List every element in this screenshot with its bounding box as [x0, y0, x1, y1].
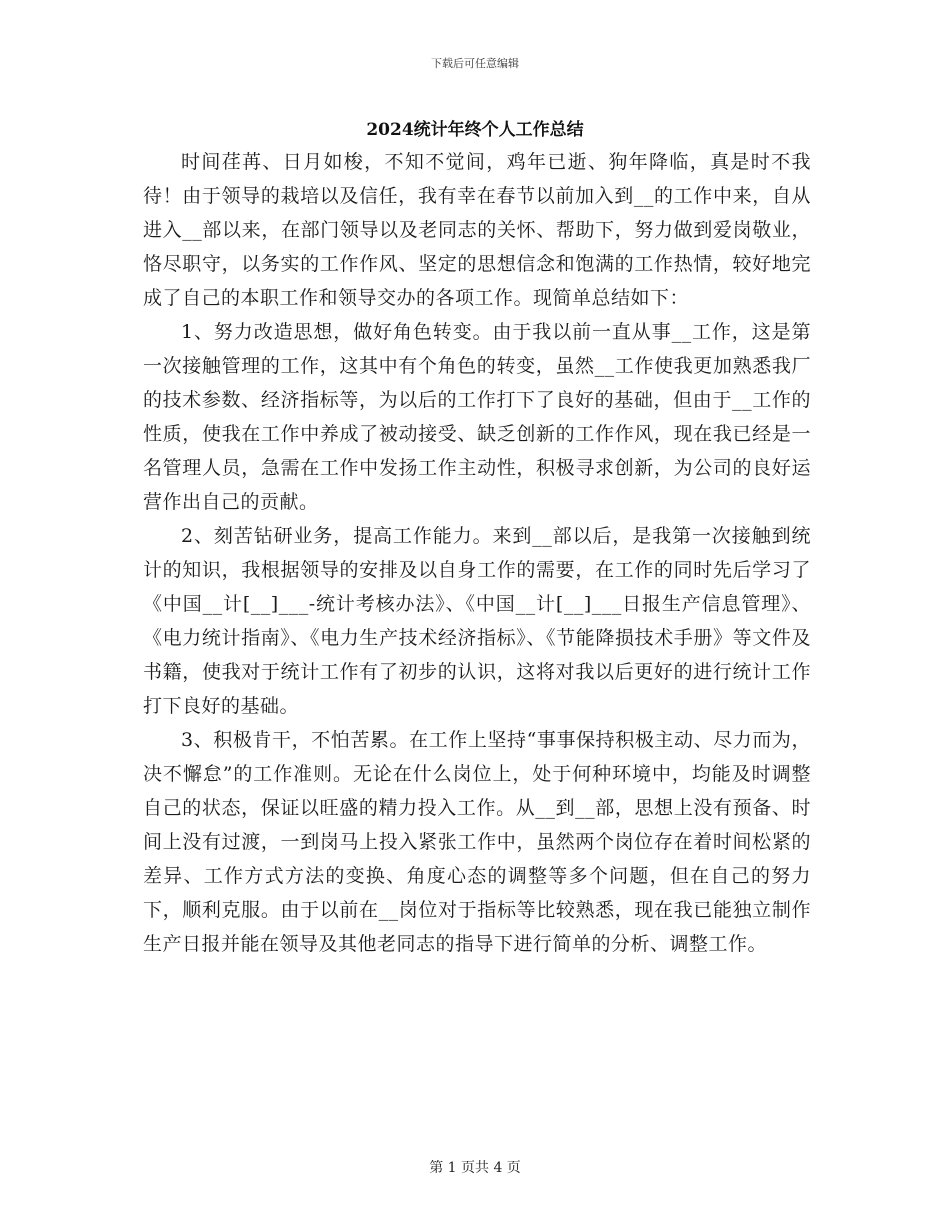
paragraph-point-1: 1、努力改造思想，做好角色转变。由于我以前一直从事__工作，这是第一次接触管理的工作，这其中有个角色的转变，虽然__工作使我更加熟悉我厂的技术参数、经济指标等，为以后的工作打下了良好的基础，但由于__工作的性质，使我在工作中养成了被动接受、缺乏创新的工作作风，现在我已经是一名管理人员，急需在工作中发扬工作主动性，积极寻求创新，为公司的良好运营作出自己的贡献。 [143, 321, 811, 513]
header-note: 下载后可任意编辑 [431, 57, 519, 70]
document-title: 2024统计年终个人工作总结 [366, 120, 584, 140]
paragraph-point-3: 3、积极肯干，不怕苦累。在工作上坚持“事事保持积极主动、尽力而为，决不懈怠”的工作准则。无论在什么岗位上，处于何种环境中，均能及时调整自己的状态，保证以旺盛的精力投入工作。从__到__部，思想上没有预备、时间上没有过渡，一到岗马上投入紧张工作中，虽然两个岗位存在着时间松紧的差异、工作方式方法的变换、角度心态的调整等多个问题，但在自己的努力下，顺利克服。由于以前在__岗位对于指标等比较熟悉，现在我已能独立制作生产日报并能在领导及其他老同志的指导下进行简单的分析、调整工作。 [143, 729, 811, 955]
document-body [143, 145, 811, 961]
page-number: 第 1 页共 4 页 [429, 1160, 521, 1176]
paragraph-intro: 时间荏苒、日月如梭，不知不觉间，鸡年已逝、狗年降临，真是时不我待！由于领导的栽培以及信任，我有幸在春节以前加入到__的工作中来，自从进入__部以来，在部门领导以及老同志的关怀、帮助下，努力做到爱岗敬业，恪尽职守，以务实的工作作风、坚定的思想信念和饱满的工作热情，较好地完成了自己的本职工作和领导交办的各项工作。现简单总结如下： [143, 151, 811, 309]
paragraph-point-2: 2、刻苦钻研业务，提高工作能力。来到__部以后，是我第一次接触到统计的知识，我根据领导的安排及以自身工作的需要，在工作的同时先后学习了《中国__计[__]___-统计考核办法》、《中国__计[__]___日报生产信息管理》、《电力统计指南》、《电力生产技术经济指标》、《节能降损技术手册》等文件及书籍，使我对于统计工作有了初步的认识，这将对我以后更好的进行统计工作打下良好的基础。 [143, 525, 811, 717]
